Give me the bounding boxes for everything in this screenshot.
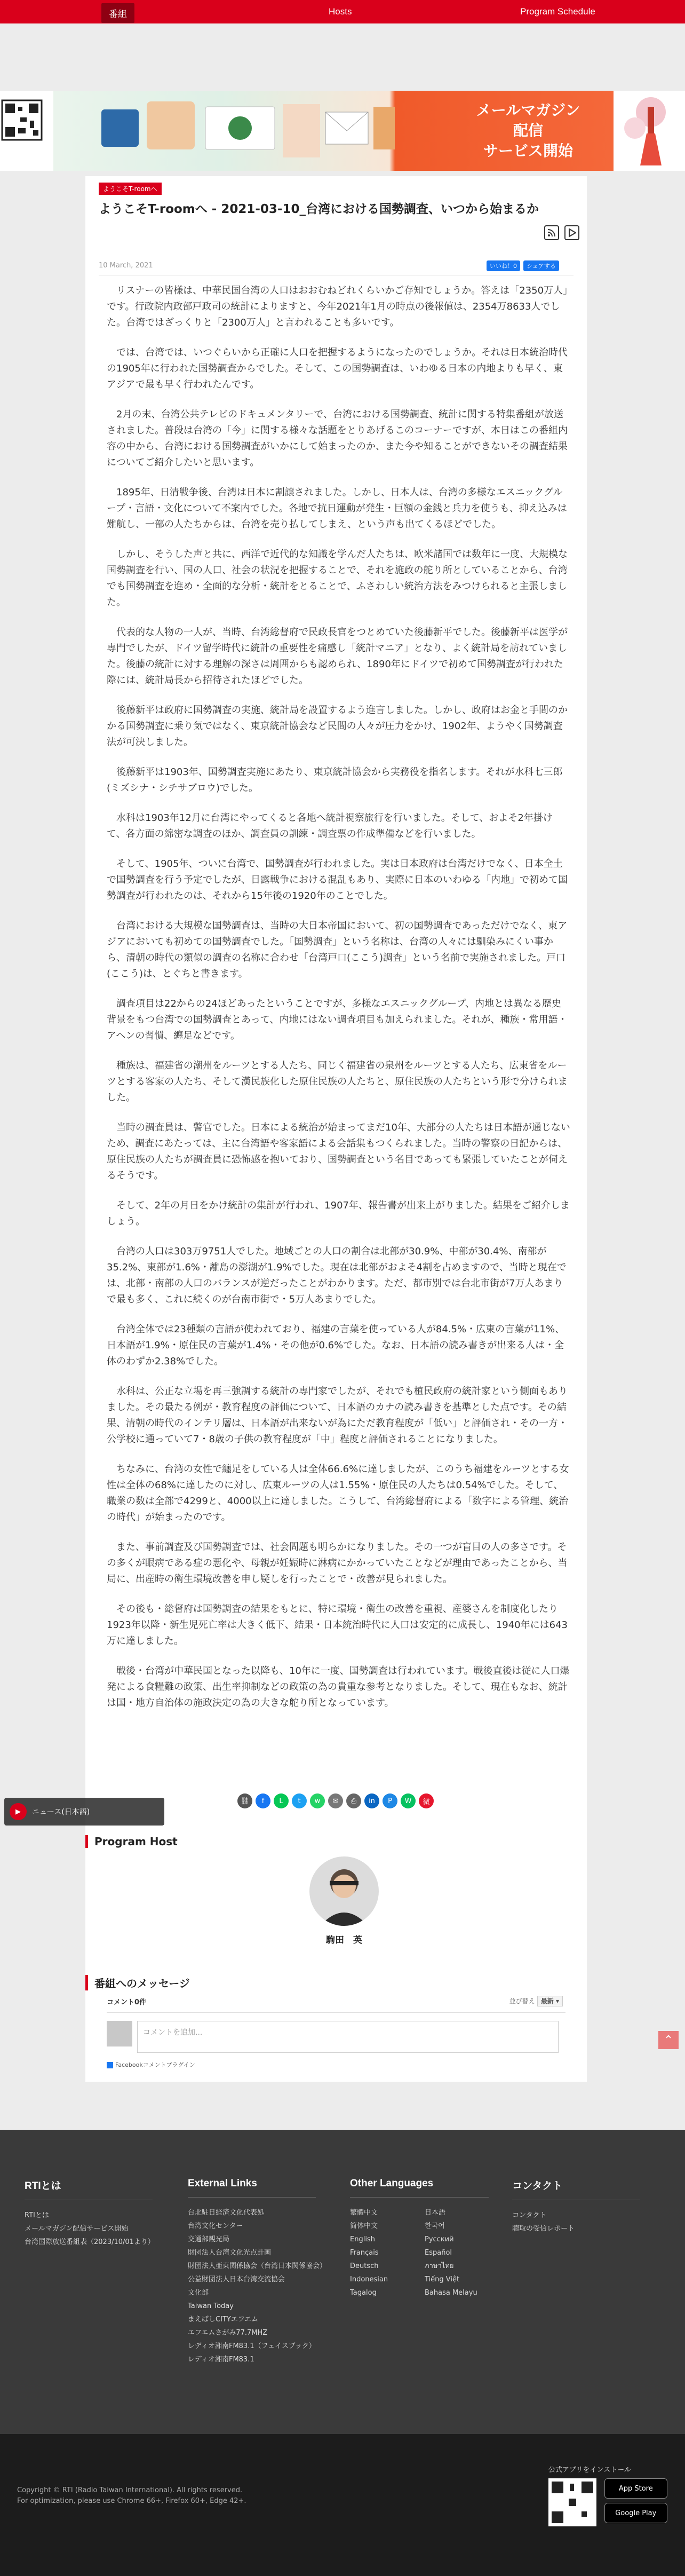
print-icon[interactable]: ⎙ xyxy=(346,1793,361,1808)
whatsapp-icon[interactable]: w xyxy=(310,1793,325,1808)
publish-date: 10 March, 2021 xyxy=(99,262,153,270)
linkedin-icon[interactable]: in xyxy=(364,1793,379,1808)
program-host-heading: Program Host xyxy=(85,1835,178,1848)
footer-rti xyxy=(25,2178,155,2249)
plurk-icon[interactable]: P xyxy=(383,1793,397,1808)
back-to-top-button[interactable] xyxy=(658,2031,679,2049)
messages-heading: 番組へのメッセージ xyxy=(85,1975,190,1990)
divider xyxy=(350,2197,489,2198)
app-downloads xyxy=(548,2464,667,2527)
paragraph: 後藤新平は政府に国勢調査の実施、統計局を設置するよう進言しました。しかし、政府はお金と手間のかかる国勢調査に乗り気ではなく、東京統計協会など民間の人々が圧力をかけ、1902年、ようやく国勢調査法が可決しました。 xyxy=(107,705,568,748)
language-list xyxy=(350,2206,499,2300)
copy-link-icon[interactable]: ⛓ xyxy=(237,1793,252,1808)
comment-sort xyxy=(509,1996,563,2005)
store-badges xyxy=(604,2478,667,2527)
banner-image xyxy=(53,91,614,171)
footer-link[interactable]: 文化部 xyxy=(188,2289,209,2297)
paragraph: 台湾全体では23種類の言語が使われており、福建の言葉を使っている人が84.5%・広東の言葉が11%、日本語が1.9%・原住民の言葉が1.4%・その他が0.6%でした。なお、日本語の読み書きが出来る人は・全体のわずか2.38%でした。 xyxy=(107,1324,565,1367)
comment-input[interactable]: コメントを追加... xyxy=(137,2021,559,2053)
footer-link[interactable]: 財団法人台湾文化光点計画 xyxy=(188,2249,272,2257)
footer-link[interactable]: レディオ湘南FM83.1 xyxy=(188,2356,254,2364)
copyright xyxy=(17,2485,246,2507)
paragraph: 台湾の人口は303万9751人でした。地域ごとの人口の割合は北部が30.9%、中部が30.4%、南部が35.2%、東部が1.6%・離島の澎湖が1.9%でした。現在は北部がおよそ4割を占めますので、当時と現在では、北部・南部の人口のバランスが逆だったことがわかります。ただ、都市別では台北市街が7万人あまりで最も多く、これに続くのが台南市街で・5万人あまりでした。 xyxy=(107,1246,567,1305)
sort-dropdown[interactable]: 最新 ▾ xyxy=(537,1996,563,2006)
paragraph: その後も・総督府は国勢調査の結果をもとに、特に環境・衛生の改善を重視、産婆さんを制度化したり1923年以降・新生児死亡率は大きく低下、結果・日本統治時代に人口は安定的に成長し、1940年には643万に達しました。 xyxy=(107,1603,568,1647)
line-icon[interactable]: L xyxy=(274,1793,289,1808)
wechat-icon[interactable]: W xyxy=(401,1793,416,1808)
copyright-text: Copyright © RTI (Radio Taiwan International). All rights reserved. xyxy=(17,2486,243,2494)
app-qr-code-icon xyxy=(548,2478,596,2526)
language-link[interactable]: Indonesian xyxy=(350,2275,388,2283)
paragraph: 調査項目は22からの24ほどあったということですが、多様なエスニックグループ、内地とは異なる歴史背景をもつ台湾での国勢調査とあって、内地にはない調査項目も加えられました。それが、種族・常用語・アヘンの習慣、纏足などです。 xyxy=(107,998,568,1041)
facebook-comments xyxy=(99,1991,568,2076)
play-icon[interactable] xyxy=(564,225,579,240)
top-navigation xyxy=(0,0,685,23)
bottom-bar xyxy=(0,2434,685,2576)
footer-link[interactable]: コンタクト xyxy=(512,2211,547,2219)
language-link[interactable]: 繁體中文 xyxy=(350,2209,378,2217)
language-link[interactable]: Tiếng Việt xyxy=(425,2275,460,2283)
language-link[interactable]: 日本語 xyxy=(425,2209,446,2217)
divider xyxy=(188,2197,316,2198)
google-play-button[interactable]: Google Play xyxy=(604,2503,667,2523)
tower-illustration-icon xyxy=(614,91,685,171)
footer-link[interactable]: まえばしCITYエフエム xyxy=(188,2316,259,2324)
weibo-icon[interactable]: 微 xyxy=(419,1793,434,1808)
footer-heading: コンタクト xyxy=(512,2180,563,2192)
footer-link[interactable]: 交通部観光局 xyxy=(188,2235,230,2243)
share-bar xyxy=(237,1793,434,1808)
floating-player[interactable] xyxy=(4,1798,164,1826)
footer-link[interactable]: 聴取の受信レポート xyxy=(512,2225,575,2233)
language-link[interactable]: Español xyxy=(425,2249,452,2257)
paragraph: そして、1905年、ついに台湾で、国勢調査が行われました。実は日本政府は台湾だけでなく、日本全土で国勢調査を行う予定でしたが、日露戦争における混乱もあり、実際に日本のいわゆる「内地」で初めて国勢調査が行われたのは、それから15年後の1920年のことでした。 xyxy=(107,858,568,902)
paragraph: しかし、そうした声と共に、西洋で近代的な知識を学んだ人たちは、欧米諸国では数年に一度、大規模な国勢調査を行い、国の人口、社会の状況を把握することで、それを施政の舵り所としていることから、台湾でも国勢調査を進め・全面的な分析・統計をとることで、ふさわしい統治方法をみつけられると主張しました。 xyxy=(107,549,568,608)
footer-link[interactable]: 台湾文化センター xyxy=(188,2222,243,2230)
paragraph: また、事前調査及び国勢調査では、社会問題も明らかになりました。その一つが盲目の人の多さです。その多くが眼病である症の悪化や、母親が妊娠時に淋病にかかっていたことなどが理由であったことから、当局に、出産時の衛生環境改善を申し疑しを行ったことで・改善が見られました。 xyxy=(107,1542,568,1585)
facebook-icon xyxy=(107,2062,113,2068)
footer-link[interactable]: メールマガジン配信サービス開始 xyxy=(25,2225,129,2233)
paragraph: 種族は、福建省の潮州をルーツとする人たち、同じく福建省の泉州をルーツとする人たち、広東省をルーツとする客家の人たち、そして漢民族化した原住民族の人たちと、原住民族の人たちという形で分けられました。 xyxy=(107,1060,568,1103)
footer-heading: Other Languages xyxy=(350,2178,434,2189)
play-icon[interactable]: ▶ xyxy=(10,1803,27,1820)
paragraph: 後藤新平は1903年、国勢調査実施にあたり、東京統計協会から実務役を指名します。それが水科七三郎(ミズシナ・シチサブロウ)でした。 xyxy=(107,767,563,794)
promo-banner[interactable] xyxy=(0,91,685,171)
plugin-text: Facebookコメントプラグイン xyxy=(115,2061,195,2068)
language-link[interactable]: English xyxy=(350,2235,375,2243)
language-link[interactable]: ภาษาไทย xyxy=(425,2262,454,2270)
avatar xyxy=(107,2021,132,2046)
language-link[interactable]: Deutsch xyxy=(350,2262,379,2270)
language-link[interactable]: Русский xyxy=(425,2235,454,2243)
paragraph: 代表的な人物の一人が、当時、台湾総督府で民政長官をつとめていた後藤新平でした。後藤新平は医学が専門でしたが、ドイツ留学時代に統計の重要性を痛感し「統計マニア」となり、よく統計局を訪れていました。後藤の統計に対する理解の深さは周囲からも認められ、1890年にドイツで初めて国勢調査が行われた際には、統計局長から招待されたほどでした。 xyxy=(107,627,568,686)
footer-link[interactable]: 財団法人亜東関係協会（台湾日本関係協会） xyxy=(188,2262,327,2270)
footer-languages xyxy=(350,2178,499,2300)
footer-heading: RTIとは xyxy=(25,2180,61,2192)
footer-link[interactable]: 公益財団法人日本台湾交流協会 xyxy=(188,2275,285,2283)
facebook-like-button[interactable]: いいね！0 xyxy=(487,260,520,271)
paragraph: 1895年、日清戦争後、台湾は日本に割譲されました。しかし、日本人は、台湾の多様なエスニックグループ・言語・文化について不案内でした。各地で抗日運動が発生・巨額の金銭と兵力を使うも、抑え込みは難航し、一部の人たちからは、台湾を売り払してしまえ、という声も出てくるほどでした。 xyxy=(107,487,567,530)
apps-label: 公式アプリをインストール xyxy=(548,2466,631,2474)
footer xyxy=(0,2130,685,2434)
facebook-buttons xyxy=(487,260,559,271)
program-tag[interactable]: ようこそT-roomへ xyxy=(99,183,162,195)
nav-programs[interactable]: 番組 xyxy=(101,3,134,23)
facebook-share-button[interactable]: シェアする xyxy=(523,260,559,271)
footer-link[interactable]: 台湾国際放送番組表（2023/10/01より） xyxy=(25,2238,155,2246)
footer-link[interactable]: レディオ湘南FM83.1（フェイスブック） xyxy=(188,2342,316,2350)
paragraph: 当時の調査員は、警官でした。日本による統治が始まってまだ10年、大部分の人たちは日本語が通じないため、調査にあたっては、主に台湾語や客家語による会話集もつくられました。当時の警察の日記からは、原住民族の人たちが調査員に恐怖感を抱いており、国勢調査という名目であっても緊張していたことが伺えるそうです。 xyxy=(107,1122,570,1181)
banner-line3: サービス開始 xyxy=(483,142,573,160)
rss-icon[interactable] xyxy=(544,225,559,240)
player-label: ニュース(日本語) xyxy=(32,1808,90,1816)
email-icon[interactable]: ✉ xyxy=(328,1793,343,1808)
footer-link[interactable]: 台北駐日経済文化代表処 xyxy=(188,2209,265,2217)
paragraph: 戦後・台湾が中華民国となった以降も、10年に一度、国勢調査は行われています。戦後直後は従に人口爆発による食糧難の政策、出生率抑制などの政策の為の貴重な参考となりました。そして、現在もなお、統計は国・地方自治体の施政決定の為の大きな舵り所となっています。 xyxy=(107,1665,570,1709)
banner-line1: メールマガジン xyxy=(476,101,580,119)
language-link[interactable]: 简体中文 xyxy=(350,2222,378,2230)
footer-link[interactable]: Taiwan Today xyxy=(188,2302,234,2310)
app-store-button[interactable]: App Store xyxy=(604,2478,667,2499)
language-link[interactable]: Français xyxy=(350,2249,379,2257)
footer-heading: External Links xyxy=(188,2178,257,2189)
footer-link[interactable]: RTIとは xyxy=(25,2211,49,2219)
facebook-plugin-label[interactable] xyxy=(107,2060,195,2069)
language-link[interactable]: Bahasa Melayu xyxy=(425,2289,477,2297)
paragraph: そして、2年の月日をかけ統計の集計が行われ、1907年、報告書が出来上がりました。結果をご紹介しましょう。 xyxy=(107,1200,570,1227)
paragraph: 水科は1903年12月に台湾にやってくると各地へ統計視察旅行を行いました。そして、およそ2年掛けて、各方面の綿密な調査のほか、調査員の訓練・調査票の作成準備などを行いました。 xyxy=(107,812,553,840)
sort-label: 並び替え xyxy=(509,1997,535,2005)
paragraph: 台湾における大規模な国勢調査は、当時の大日本帝国において、初の国勢調査であっただけでなく、東アジアにおいても初めての国勢調査でした。「国勢調査」という名称は、台湾の人々には馴染みにくい事から、清朝の時代の類似の調査の名称に合わせ「台湾戸口(ここう)調査」という名前で実施されました。戸口(ここう)は、とぐちと書きます。 xyxy=(107,920,568,979)
article-title: ようこそT-roomへ - 2021-03-10_台湾における国勢調査、いつから始まるか xyxy=(99,202,539,216)
divider xyxy=(107,2012,565,2013)
article-body xyxy=(107,283,571,1725)
paragraph: では、台湾では、いつぐらいから正確に人口を把握するようになったのでしょうか。それは日本統治時代の1905年に行われた国勢調査からでした。そして、この国勢調査は、いわゆる日本の内地よりも早く、東アジアで最も早く行われたんです。 xyxy=(107,347,568,390)
paragraph: 2月の末、台湾公共テレビのドキュメンタリーで、台湾における国勢調査、統計に関する特集番組が放送されました。普段は台湾の「今」に関する様々な話題をとりあげるこのコーナーですが、本日はこの番組内容の中から、台湾における国勢調査がいかにして始まったのか、また今や知ることができないその調査結果についてご紹介したいと思います。 xyxy=(107,409,568,468)
banner-text xyxy=(459,100,598,161)
qr-code-icon xyxy=(0,96,44,160)
banner-line2: 配信 xyxy=(513,122,543,139)
comment-count: コメント0件 xyxy=(107,1998,147,2006)
paragraph: リスナーの皆様は、中華民国台湾の人口はおおむねどれくらいかご存知でしょうか。答えは「2350万人」です。行政院内政部戸政司の統計によりますと、今年2021年1月の時点の後報値は、2354万8633人でした。台湾ではざっくりと「2300万人」と言われることも多いです。 xyxy=(107,285,568,328)
nav-hosts[interactable]: Hosts xyxy=(329,6,352,17)
footer-contact xyxy=(512,2178,640,2235)
facebook-icon[interactable]: f xyxy=(256,1793,270,1808)
article-actions xyxy=(544,225,579,240)
host-avatar[interactable] xyxy=(309,1856,379,1926)
footer-link[interactable]: エフエムさがみ77.7MHZ xyxy=(188,2329,268,2337)
browser-note: For optimization, please use Chrome 66+, Firefox 60+, Edge 42+. xyxy=(17,2497,246,2505)
nav-program-schedule[interactable]: Program Schedule xyxy=(520,6,595,17)
footer-external xyxy=(188,2178,326,2366)
paragraph: 水科は、公正な立場を再三強調する統計の専門家でしたが、それでも植民政府の統計家という側面もありました。その最たる例が・教育程度の評価について、日本語のカナの読み書きを基準とした点です。その結果、清朝の時代のインテリ層は、日本語が出来ないが為にただ教育程度が「低い」と評価され・その一方・公学校に通っていて7・8歳の子供の教育程度が「中」程度と評価されることになりました。 xyxy=(107,1386,568,1445)
language-link[interactable]: 한국어 xyxy=(425,2222,445,2230)
article-container xyxy=(85,176,587,2082)
paragraph: ちなみに、台湾の女性で纏足をしている人は全体66.6%に達しましたが、このうち福建をルーツとする女性は全体の68%に達したのに対し、広東ルーツの人は1.55%・原住民の人たちは0.54%でした。そして、職業の数は全部で4299と、4000以上に達しました。こうして、台湾総督府による「数字による管理、統治の時代」が始まったのです。 xyxy=(107,1464,569,1523)
chevron-up-icon: ⌃ xyxy=(663,2033,674,2047)
twitter-icon[interactable]: t xyxy=(292,1793,307,1808)
language-link[interactable]: Tagalog xyxy=(350,2289,377,2297)
host-name[interactable]: 駒田 英 xyxy=(326,1935,362,1946)
